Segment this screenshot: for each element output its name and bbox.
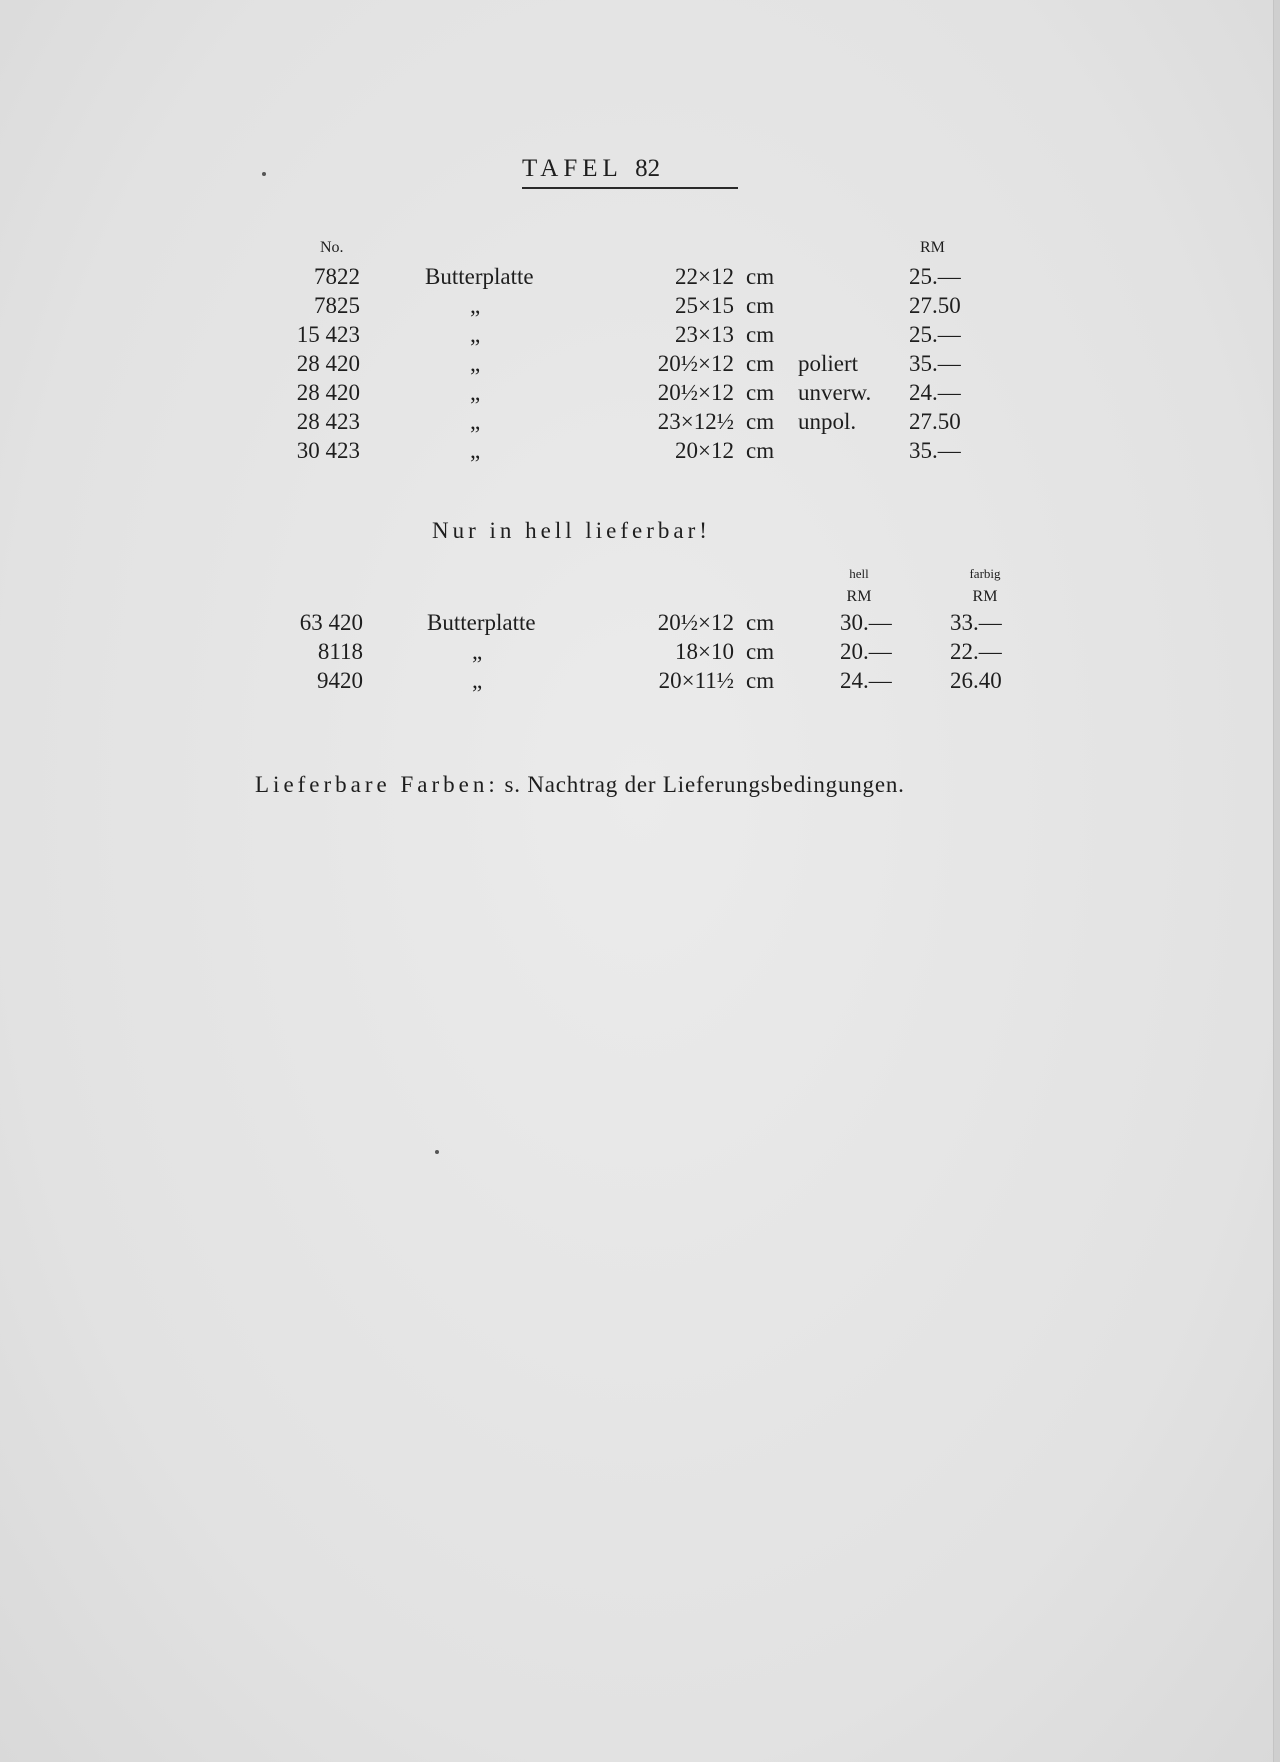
- item-size: 25×15: [675, 293, 734, 318]
- item-size: 23×12½: [657, 409, 734, 434]
- item-unit: cm: [746, 293, 775, 318]
- item-unit: cm: [746, 351, 775, 376]
- item-unit: cm: [746, 668, 775, 693]
- item-number: 9420: [317, 668, 363, 693]
- item-note: unverw.: [798, 380, 872, 405]
- col-header-no: No.: [320, 239, 344, 256]
- item-size: 20½×12: [657, 380, 734, 405]
- item-price-hell: 20.—: [840, 639, 892, 664]
- item-price-hell: 24.—: [840, 668, 892, 693]
- page-title: [522, 155, 738, 189]
- item-number: 30 423: [296, 438, 360, 463]
- item-number: 28 420: [296, 380, 360, 405]
- table-row: [0, 667, 1280, 695]
- col-header-price: RM: [920, 239, 945, 256]
- item-unit: cm: [746, 264, 775, 289]
- item-size: 20½×12: [657, 610, 734, 635]
- item-price: 27.50: [909, 293, 961, 318]
- item-name: „: [472, 668, 483, 693]
- table-row: [0, 263, 1280, 291]
- item-name: „: [470, 351, 481, 376]
- item-unit: cm: [746, 380, 775, 405]
- item-number: 63 420: [299, 610, 363, 635]
- item-number: 7825: [314, 293, 360, 318]
- title-number: 82: [635, 155, 661, 182]
- col-header-farbig-unit: RM: [972, 588, 998, 605]
- table-row: [0, 292, 1280, 320]
- item-number: 15 423: [296, 322, 360, 347]
- footer-rest: s. Nachtrag der Lieferungsbedingungen.: [504, 772, 905, 797]
- item-name: „: [470, 322, 481, 347]
- table-row: [0, 437, 1280, 465]
- item-number: 28 423: [296, 409, 360, 434]
- item-size: 20×11½: [658, 668, 734, 693]
- item-price-farbig: 26.40: [950, 668, 1002, 693]
- item-note: unpol.: [798, 409, 857, 434]
- item-number: 8118: [317, 639, 363, 664]
- item-size: 22×12: [675, 264, 734, 289]
- item-name: „: [470, 409, 481, 434]
- scan-speck: [435, 1150, 439, 1154]
- item-unit: cm: [746, 438, 775, 463]
- col-header-farbig: farbig: [969, 566, 1001, 581]
- item-number: 7822: [314, 264, 360, 289]
- item-unit: cm: [746, 610, 775, 635]
- table-row: [0, 638, 1280, 666]
- item-unit: cm: [746, 322, 775, 347]
- item-number: 28 420: [296, 351, 360, 376]
- scan-speck: [262, 172, 266, 176]
- item-size: 20×12: [675, 438, 734, 463]
- item-unit: cm: [746, 639, 775, 664]
- item-price-farbig: 22.—: [950, 639, 1002, 664]
- item-unit: cm: [746, 409, 775, 434]
- item-note: poliert: [798, 351, 859, 376]
- item-price: 25.—: [909, 264, 961, 289]
- table-row: [0, 379, 1280, 407]
- col-header-hell-unit: RM: [846, 588, 872, 605]
- footer-note: [255, 772, 905, 798]
- item-price-farbig: 33.—: [950, 610, 1002, 635]
- table-row: [0, 350, 1280, 378]
- item-name: „: [472, 639, 483, 664]
- item-name: „: [470, 293, 481, 318]
- table-row: [0, 321, 1280, 349]
- item-price: 24.—: [909, 380, 961, 405]
- footer-lead: Lieferbare Farben:: [255, 772, 499, 797]
- item-name: „: [470, 380, 481, 405]
- title-label: TAFEL: [522, 155, 622, 182]
- availability-notice: Nur in hell lieferbar!: [432, 518, 711, 543]
- table-row: [0, 609, 1280, 637]
- col-header-hell: hell: [849, 566, 869, 581]
- item-price: 35.—: [909, 438, 961, 463]
- item-size: 20½×12: [657, 351, 734, 376]
- item-price: 27.50: [909, 409, 961, 434]
- item-price: 25.—: [909, 322, 961, 347]
- table-row: [0, 408, 1280, 436]
- item-price-hell: 30.—: [840, 610, 892, 635]
- item-name: „: [470, 438, 481, 463]
- item-size: 23×13: [675, 322, 734, 347]
- item-name: Butterplatte: [427, 610, 536, 635]
- item-name: Butterplatte: [425, 264, 534, 289]
- item-price: 35.—: [909, 351, 961, 376]
- item-size: 18×10: [675, 639, 734, 664]
